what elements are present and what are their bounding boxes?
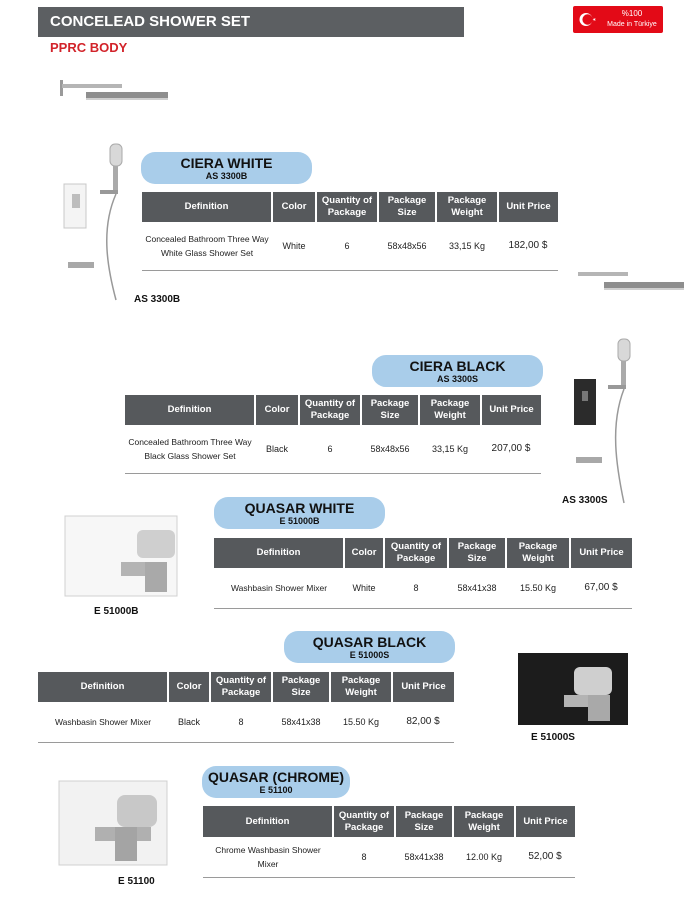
cell-color: White <box>272 222 316 270</box>
product-name: CIERA BLACK <box>409 358 506 374</box>
cell-price: 52,00 $ <box>515 837 575 877</box>
product-title-pill <box>372 355 543 387</box>
cell-size: 58x48x56 <box>378 222 436 270</box>
table-row <box>142 222 558 270</box>
header-quantity: Quantity of Package <box>384 538 448 568</box>
product-name: QUASAR WHITE <box>244 500 355 516</box>
cell-price: 67,00 $ <box>570 568 632 608</box>
cell-size: 58x48x56 <box>361 425 419 473</box>
spec-table <box>38 672 454 743</box>
spec-table <box>142 192 558 271</box>
cell-weight: 15.50 Kg <box>506 568 570 608</box>
product-code: AS 3300B <box>205 171 248 181</box>
header-color: Color <box>168 672 210 702</box>
header-quantity: Quantity of Package <box>210 672 272 702</box>
product-title-pill <box>141 152 312 184</box>
cell-weight: 33,15 Kg <box>419 425 481 473</box>
quasar-white-image <box>65 510 183 605</box>
header-definition: Definition <box>214 538 344 568</box>
rain-shower-head-image-2 <box>578 268 688 308</box>
product-title-pill <box>214 497 385 529</box>
product-title-pill <box>202 766 350 798</box>
product-image-label: AS 3300S <box>562 495 608 506</box>
quasar-black-image <box>518 635 636 730</box>
header-color: Color <box>272 192 316 222</box>
cell-definition: Washbasin Shower Mixer <box>214 568 344 608</box>
page-subtitle: PPRC BODY <box>50 40 128 55</box>
header-definition: Definition <box>142 192 272 222</box>
cell-price: 207,00 $ <box>481 425 541 473</box>
ciera-white-set-image <box>60 140 130 320</box>
table-row <box>38 702 454 742</box>
cell-size: 58x41x38 <box>272 702 330 742</box>
product-code: E 51100 <box>259 785 293 795</box>
ciera-black-set-image <box>570 335 640 515</box>
spec-table <box>214 538 632 609</box>
product-name: CIERA WHITE <box>180 155 273 171</box>
badge-made-in: Made in Türkiye <box>607 21 657 28</box>
header-size: Package Size <box>272 672 330 702</box>
quasar-chrome-image <box>55 775 173 873</box>
spec-table <box>203 806 575 878</box>
product-name: QUASAR BLACK <box>312 634 427 650</box>
product-code: E 51000B <box>279 516 320 526</box>
cell-quantity: 8 <box>333 837 395 877</box>
header-color: Color <box>255 395 299 425</box>
product-image-label: E 51000S <box>531 732 575 743</box>
cell-color: White <box>344 568 384 608</box>
cell-size: 58x41x38 <box>448 568 506 608</box>
cell-definition: Concealed Bathroom Three Way Black Glass Shower Set <box>125 425 255 473</box>
header-quantity: Quantity of Package <box>299 395 361 425</box>
turkish-flag-icon <box>577 9 599 30</box>
product-code: AS 3300S <box>436 374 479 384</box>
product-image-label: AS 3300B <box>134 294 181 305</box>
cell-definition: Chrome Washbasin Shower Mixer <box>203 837 333 877</box>
cell-size: 58x41x38 <box>395 837 453 877</box>
header-weight: Package Weight <box>330 672 392 702</box>
cell-weight: 33,15 Kg <box>436 222 498 270</box>
header-price: Unit Price <box>570 538 632 568</box>
table-row <box>214 568 632 608</box>
header-weight: Package Weight <box>506 538 570 568</box>
header-weight: Package Weight <box>436 192 498 222</box>
cell-definition: Concealed Bathroom Three Way White Glass Shower Set <box>142 222 272 270</box>
cell-color: Black <box>255 425 299 473</box>
table-row <box>203 837 575 877</box>
cell-definition: Washbasin Shower Mixer <box>38 702 168 742</box>
cell-quantity: 8 <box>210 702 272 742</box>
page-title: CONCELEAD SHOWER SET <box>38 7 464 37</box>
header-weight: Package Weight <box>419 395 481 425</box>
spec-table <box>125 395 541 474</box>
header-size: Package Size <box>448 538 506 568</box>
product-image-label: E 51100 <box>118 876 155 887</box>
cell-quantity: 8 <box>384 568 448 608</box>
product-name: QUASAR (CHROME) <box>207 769 345 785</box>
header-quantity: Quantity of Package <box>316 192 378 222</box>
header-price: Unit Price <box>392 672 454 702</box>
table-row <box>125 425 541 473</box>
made-in-badge <box>573 6 663 33</box>
header-definition: Definition <box>203 806 333 837</box>
header-quantity: Quantity of Package <box>333 806 395 837</box>
cell-weight: 15.50 Kg <box>330 702 392 742</box>
header-size: Package Size <box>395 806 453 837</box>
badge-percent: %100 <box>621 9 643 18</box>
cell-price: 82,00 $ <box>392 702 454 742</box>
cell-price: 182,00 $ <box>498 222 558 270</box>
header-size: Package Size <box>378 192 436 222</box>
product-code: E 51000S <box>349 650 390 660</box>
header-price: Unit Price <box>515 806 575 837</box>
header-definition: Definition <box>38 672 168 702</box>
header-weight: Package Weight <box>453 806 515 837</box>
cell-color: Black <box>168 702 210 742</box>
product-image-label: E 51000B <box>94 606 139 617</box>
header-price: Unit Price <box>481 395 541 425</box>
product-title-pill <box>284 631 455 663</box>
header-definition: Definition <box>125 395 255 425</box>
header-size: Package Size <box>361 395 419 425</box>
header-color: Color <box>344 538 384 568</box>
cell-quantity: 6 <box>299 425 361 473</box>
header-price: Unit Price <box>498 192 558 222</box>
cell-weight: 12.00 Kg <box>453 837 515 877</box>
rain-shower-head-image <box>58 76 168 116</box>
cell-quantity: 6 <box>316 222 378 270</box>
